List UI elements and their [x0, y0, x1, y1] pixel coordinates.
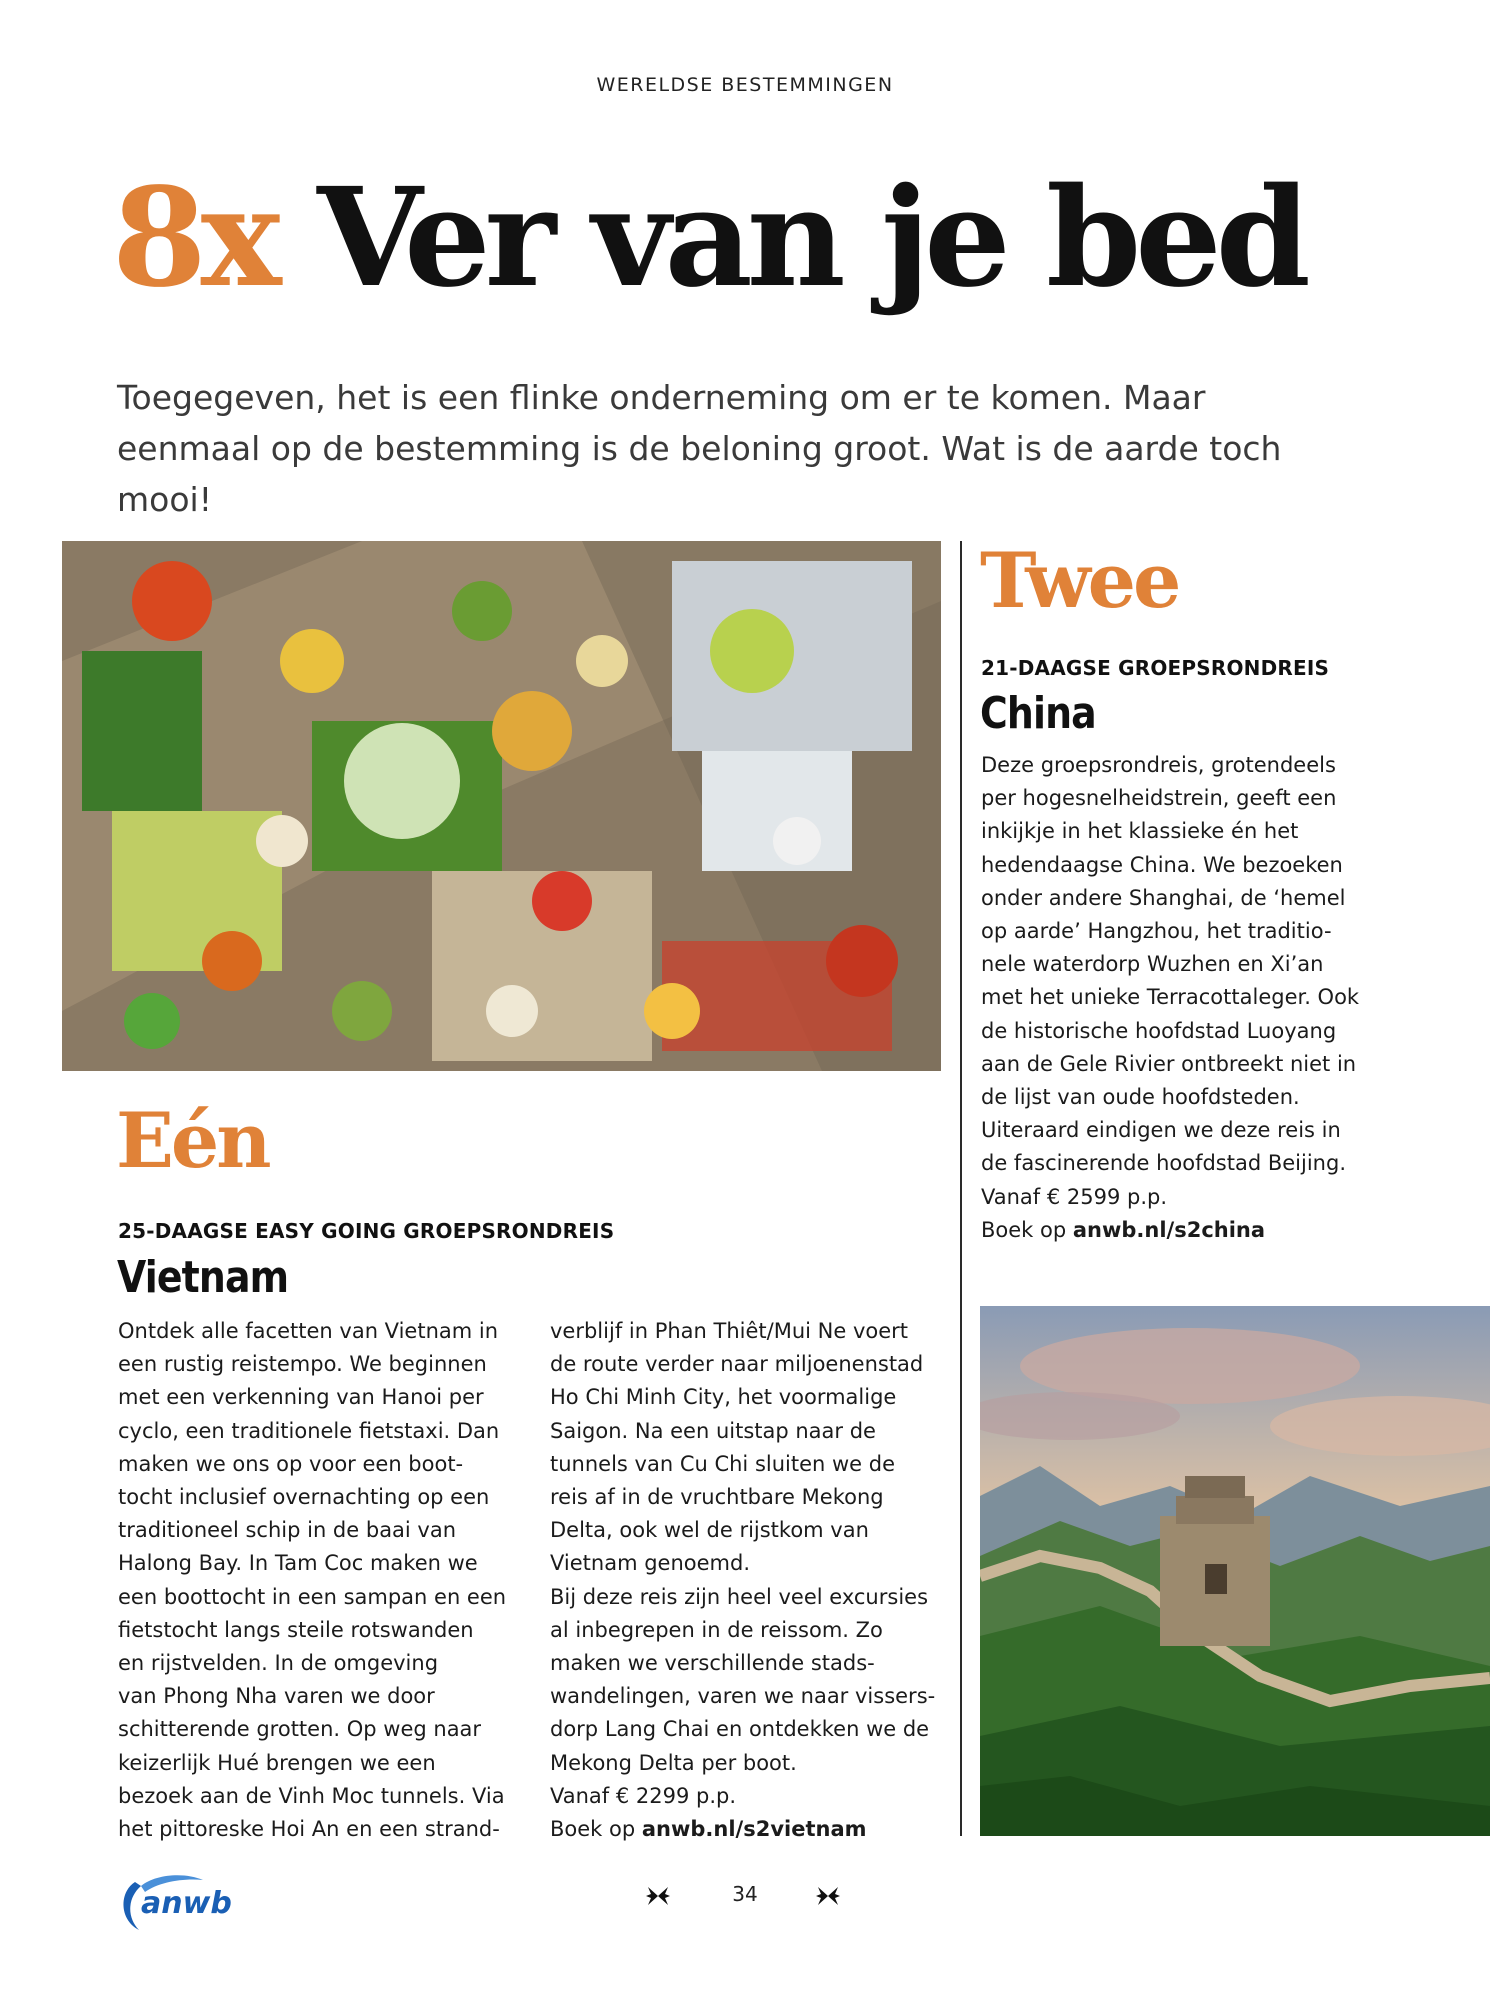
body-line: verblijf in Phan Thiêt/Mui Ne voert	[550, 1319, 909, 1343]
body-line: aan de Gele Rivier ontbreekt niet in	[981, 1051, 1357, 1076]
body-line: Halong Bay. In Tam Coc maken we	[118, 1551, 478, 1576]
column-divider	[960, 541, 962, 1836]
china-price: Vanaf € 2599 p.p.	[981, 1184, 1168, 1209]
headline-number: 8x	[112, 158, 276, 318]
body-line: de lijst van oude hoofdsteden.	[981, 1085, 1300, 1110]
booking-prefix: Boek op	[550, 1817, 642, 1842]
china-ordinal: Twee	[980, 536, 1179, 625]
china-destination: China	[980, 688, 1096, 739]
china-booking-link[interactable]: anwb.nl/s2china	[1072, 1217, 1266, 1242]
intro-paragraph: Toegegeven, het is een flinke onderneming om er te komen. Maar eenmaal op de bestemming is de beloning groot. Wat is de aarde toch mooi!	[117, 378, 1282, 519]
body-line: bezoek aan de Vinh Moc tunnels. Via	[118, 1783, 505, 1808]
market-photo	[62, 541, 941, 1071]
body-line: Deze groepsrondreis, grotendeels	[981, 753, 1336, 777]
body-line: Uiteraard eindigen we deze reis in	[981, 1118, 1341, 1143]
body-line: wandelingen, varen we naar vissers-	[550, 1684, 936, 1709]
body-line: en rijstvelden. In de omgeving	[118, 1651, 439, 1676]
vietnam-destination: Vietnam	[117, 1252, 289, 1303]
body-line: inkijkje in het klassieke én het	[981, 819, 1299, 844]
body-line: traditioneel schip in de baai van	[118, 1518, 457, 1543]
body-line: de route verder naar miljoenenstad	[550, 1352, 924, 1377]
vietnam-price: Vanaf € 2299 p.p.	[550, 1783, 737, 1808]
headline-title: Ver van je bed	[317, 158, 1305, 318]
body-line: de historische hoofdstad Luoyang	[981, 1018, 1337, 1043]
page-number: 34	[732, 1882, 758, 1906]
body-line: fietstocht langs steile rotswanden	[118, 1617, 474, 1642]
body-line: met het unieke Terracottaleger. Ook	[981, 985, 1360, 1010]
flower-ornament-icon	[815, 1883, 841, 1909]
body-line: hedendaagse China. We bezoeken	[981, 852, 1343, 877]
body-line: maken we verschillende stads-	[550, 1651, 875, 1676]
vietnam-booking-line	[550, 1813, 950, 1846]
body-line: Mekong Delta per boot.	[550, 1750, 797, 1775]
great-wall-photo	[980, 1306, 1490, 1836]
section-label: WERELDSE BESTEMMINGEN	[596, 74, 894, 96]
vietnam-kicker: 25-DAAGSE EASY GOING GROEPSRONDREIS	[118, 1219, 615, 1243]
body-line: tocht inclusief overnachting op een	[118, 1485, 490, 1510]
body-line: cyclo, een traditionele fietstaxi. Dan	[118, 1418, 500, 1443]
booking-prefix: Boek op	[981, 1217, 1073, 1242]
body-line: Bij deze reis zijn heel veel excursies	[550, 1584, 929, 1609]
body-line: per hogesnelheidstrein, geeft een	[981, 786, 1337, 811]
body-line: op aarde’ Hangzhou, het traditio-	[981, 919, 1332, 944]
body-line: al inbegrepen in de reissom. Zo	[550, 1617, 883, 1642]
vietnam-booking-link[interactable]: anwb.nl/s2vietnam	[641, 1817, 867, 1842]
body-line: maken we ons op voor een boot-	[118, 1451, 464, 1476]
body-line: van Phong Nha varen we door	[118, 1684, 435, 1709]
china-body	[981, 749, 1381, 1247]
body-line: het pittoreske Hoi An en een strand-	[118, 1817, 500, 1842]
body-line: Vietnam genoemd.	[550, 1551, 750, 1576]
vietnam-body-column-1	[118, 1315, 518, 1846]
vietnam-body-column-2	[550, 1315, 950, 1846]
vietnam-ordinal: Eén	[116, 1096, 269, 1185]
anwb-logo	[115, 1870, 245, 1938]
china-booking-line	[981, 1214, 1381, 1247]
body-line: Ontdek alle facetten van Vietnam in	[118, 1319, 499, 1343]
body-line: Delta, ook wel de rijstkom van	[550, 1518, 869, 1543]
body-line: onder andere Shanghai, de ‘hemel	[981, 885, 1346, 910]
anwb-logo-text: anwb	[141, 1886, 232, 1921]
body-line: reis af in de vruchtbare Mekong	[550, 1485, 884, 1510]
body-line: Ho Chi Minh City, het voormalige	[550, 1385, 897, 1410]
china-kicker: 21-DAAGSE GROEPSRONDREIS	[981, 656, 1330, 680]
body-line: de fascinerende hoofdstad Beijing.	[981, 1151, 1346, 1176]
body-line: tunnels van Cu Chi sluiten we de	[550, 1451, 896, 1476]
body-line: nele waterdorp Wuzhen en Xi’an	[981, 952, 1324, 977]
body-line: schitterende grotten. Op weg naar	[118, 1717, 482, 1742]
page-headline	[112, 158, 1305, 318]
body-line: dorp Lang Chai en ontdekken we de	[550, 1717, 930, 1742]
body-line: een boottocht in een sampan en een	[118, 1584, 507, 1609]
body-line: een rustig reistempo. We beginnen	[118, 1352, 487, 1377]
body-line: keizerlijk Hué brengen we een	[118, 1750, 436, 1775]
body-line: met een verkenning van Hanoi per	[118, 1385, 484, 1410]
flower-ornament-icon	[645, 1883, 671, 1909]
body-line: Saigon. Na een uitstap naar de	[550, 1418, 876, 1443]
